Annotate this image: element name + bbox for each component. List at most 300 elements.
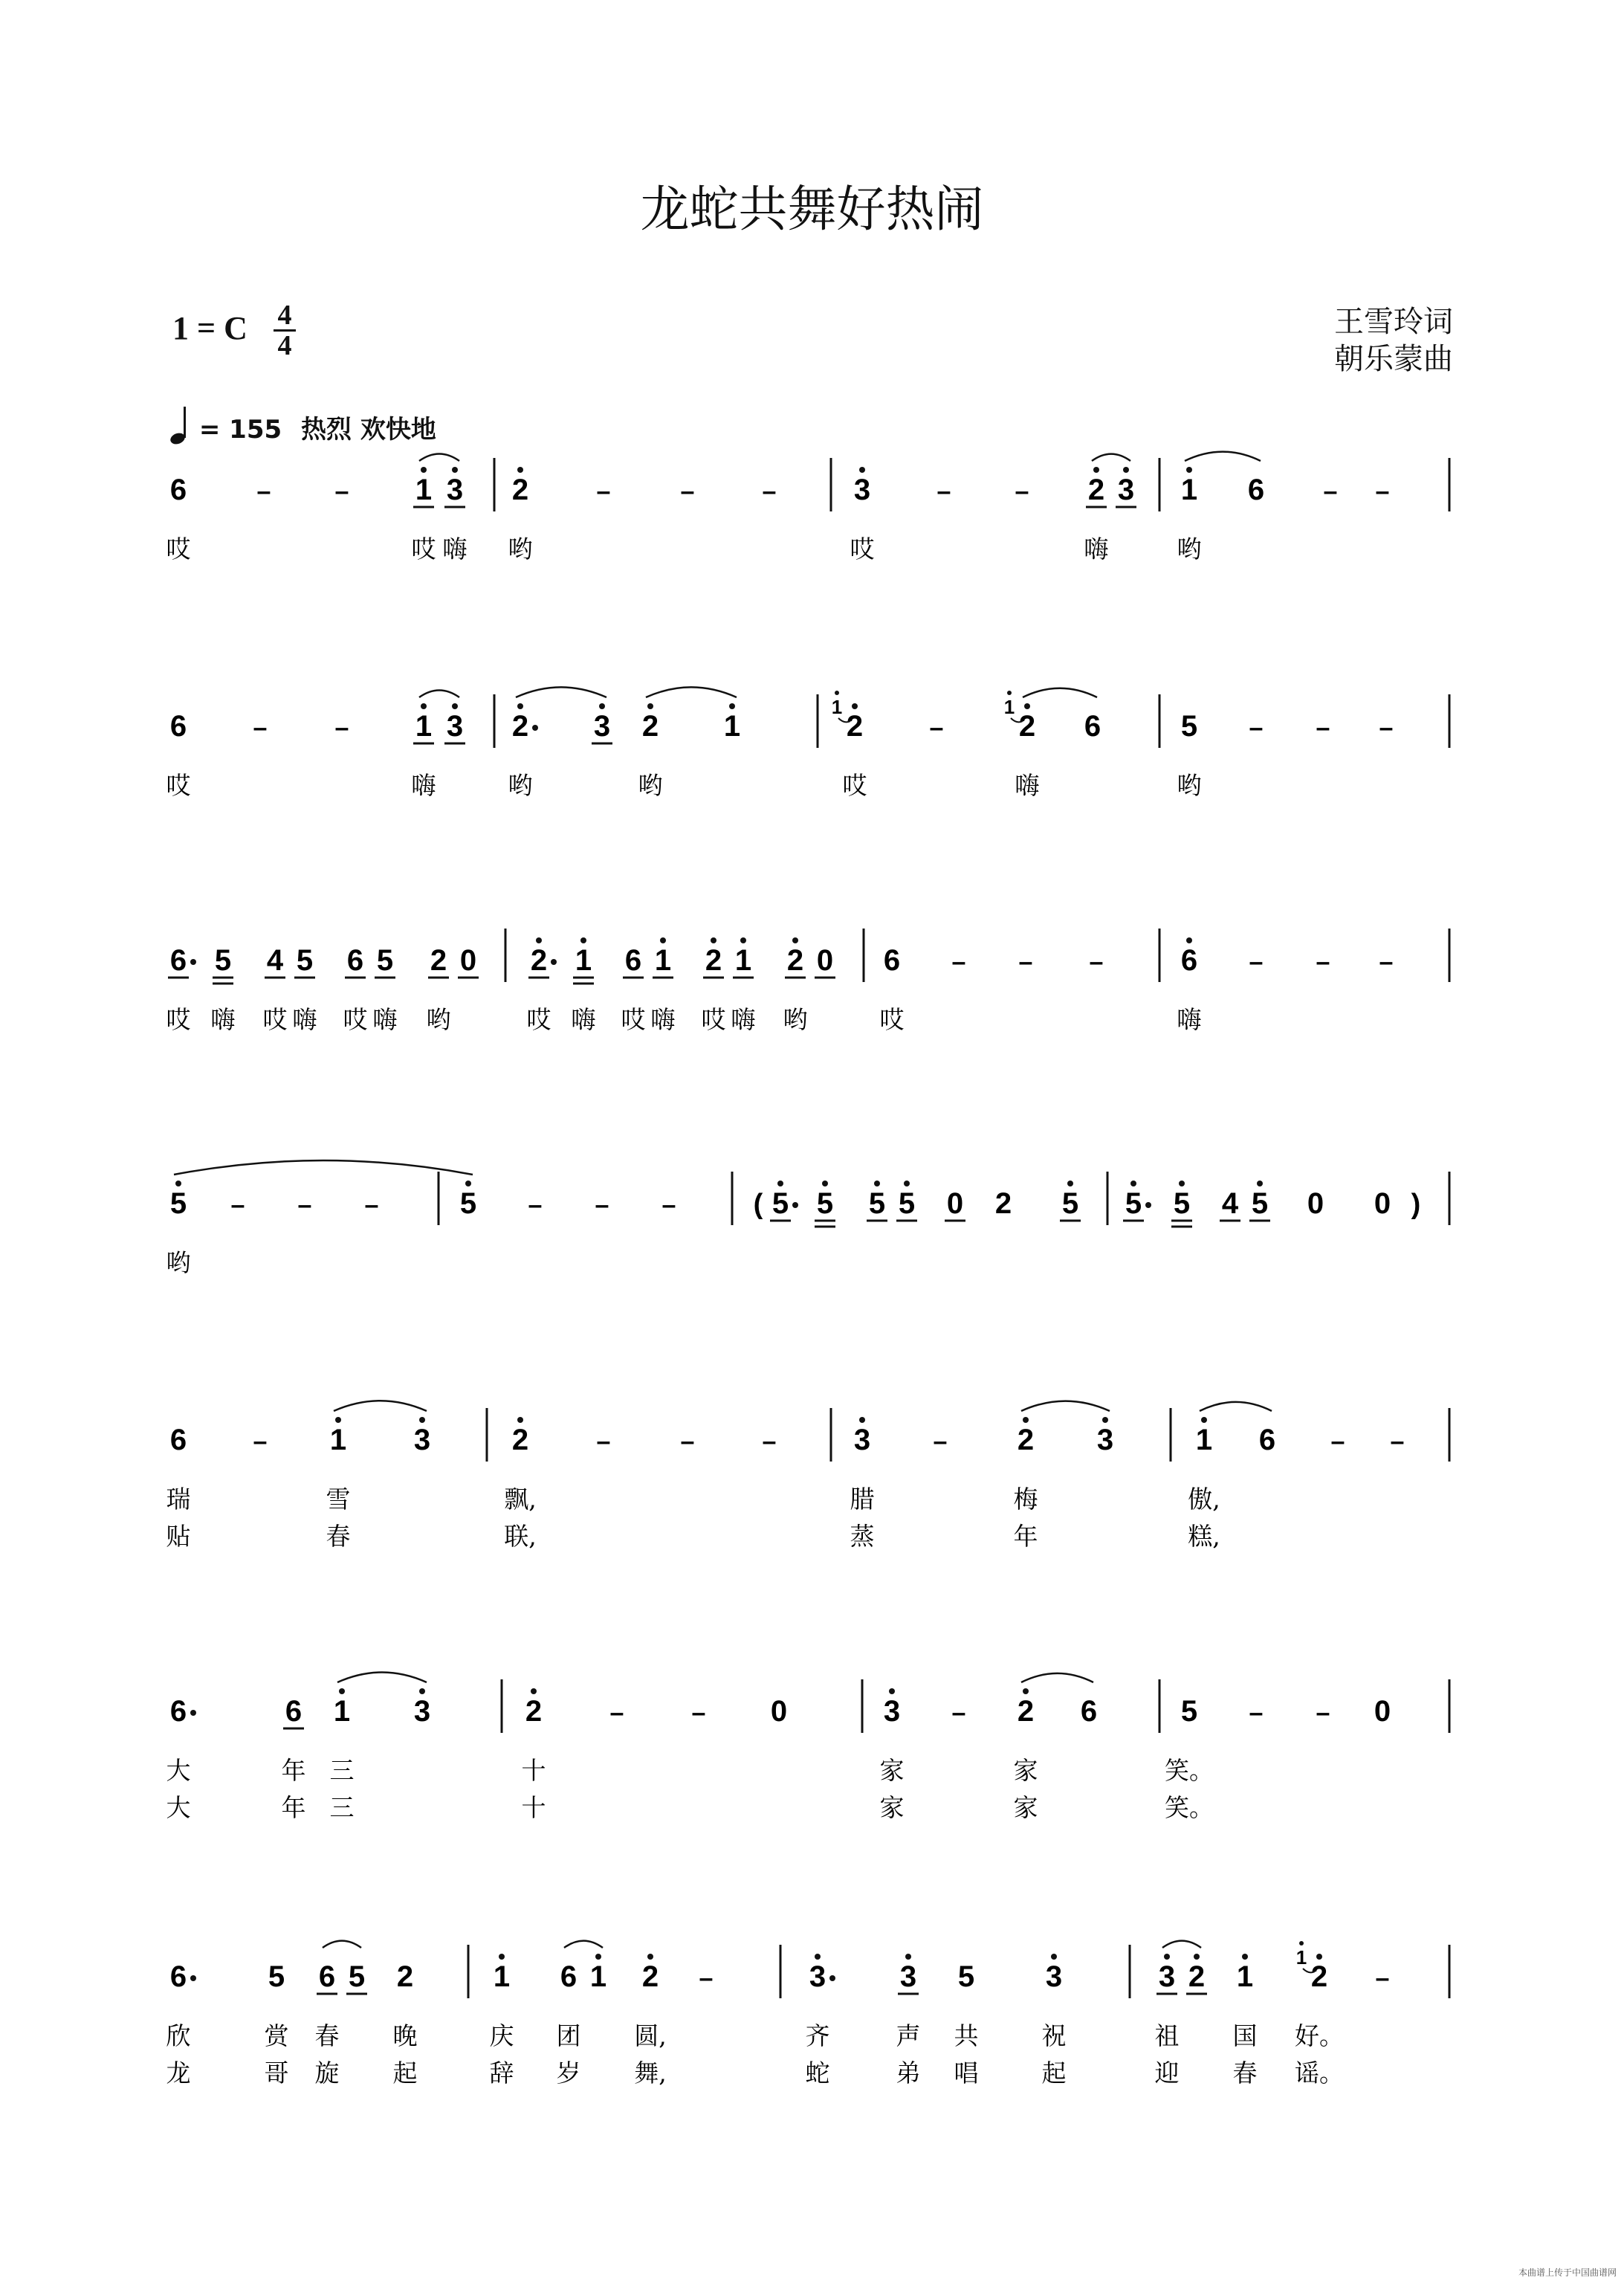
note: 1 [1195,1424,1213,1456]
note: 6 [169,1424,187,1456]
lyric-syllable: 嗨 [571,1005,596,1034]
tie-slur [1185,452,1261,461]
note: 6 [285,1695,303,1728]
sustain-dash: – [933,1427,948,1456]
octave-dot [1257,1181,1263,1186]
lyric-syllable: 家 [879,1793,905,1822]
octave-dot [1067,1181,1073,1186]
lyric-syllable: 嗨 [650,1005,676,1034]
lyric-syllable: 哟 [426,1005,451,1034]
note: 1 [723,710,741,743]
octave-dot [792,937,798,943]
lyric-syllable: 嗨 [1084,535,1109,564]
lyric-syllable: 笑。 [1165,1756,1214,1785]
sustain-dash: – [230,1191,245,1219]
lyric-syllable: 欣 [166,2021,191,2050]
tie-slur [419,690,459,697]
augmentation-dot [532,725,538,731]
augmentation-dot [1145,1202,1151,1208]
note: 1 [1236,1960,1254,1993]
lyric-syllable: 哎 [879,1005,905,1034]
note: 2 [396,1960,414,1993]
octave-dot [517,467,523,473]
note: 6 [1080,1695,1098,1728]
lyric-syllable: 迎 [1154,2058,1180,2087]
sustain-dash: – [1249,714,1264,742]
lyric-syllable: 团 [556,2021,581,2050]
octave-dot [859,467,865,473]
octave-dot [595,1954,601,1960]
lyric-syllable: 哟 [638,771,663,800]
sustain-dash: – [595,1191,609,1219]
lyric-syllable: 年 [281,1793,306,1822]
sustain-dash: – [699,1964,714,1992]
sustain-dash: – [762,477,777,506]
composer-credit: 朝乐蒙曲 [1334,342,1453,376]
octave-dot [536,937,542,943]
sustain-dash: – [253,1427,268,1456]
sustain-dash: – [364,1191,379,1219]
note: 2 [1087,474,1105,506]
lyric-syllable: 圆, [634,2021,667,2050]
lyric-syllable: 嗨 [442,535,468,564]
octave-dot [499,1954,505,1960]
lyric-syllable: 年 [281,1756,306,1785]
note: 2 [511,1424,529,1456]
note: 6 [169,474,187,506]
song-title: 龙蛇共舞好热闹 [640,181,984,238]
note: 0 [1374,1695,1391,1728]
octave-dot [889,1688,895,1694]
tie-slur [516,687,606,697]
lyric-syllable: 哎 [166,771,191,800]
note: 5 [771,1187,789,1220]
note: 5 [1125,1187,1142,1220]
note: 3 [853,474,871,506]
octave-dot [465,1181,471,1186]
repeat-parenthesis: ( [753,1189,763,1220]
octave-dot [729,703,735,709]
note: 6 [883,944,901,977]
sustain-dash: – [528,1191,543,1219]
note: 3 [883,1695,901,1728]
lyric-syllable: 哎 [166,535,191,564]
lyric-syllable: 春 [1232,2058,1258,2087]
octave-dot [1201,1417,1207,1423]
octave-dot [452,703,458,709]
octave-dot [647,703,653,709]
octave-dot [1123,467,1129,473]
grace-octave-dot [835,691,839,695]
note: 1 [415,474,433,506]
note: 3 [853,1424,871,1456]
octave-dot [1186,467,1192,473]
grace-octave-dot [1007,691,1012,695]
lyric-syllable: 家 [1013,1793,1038,1822]
octave-dot [599,703,605,709]
note: 5 [1180,710,1198,743]
note: 5 [268,1960,285,1993]
grace-octave-dot [1299,1941,1304,1945]
note: 6 [1084,710,1101,743]
lyric-syllable: 联, [504,1522,537,1551]
octave-dot [777,1181,783,1186]
note: 1 [654,944,672,977]
sustain-dash: – [1323,477,1338,506]
augmentation-dot [551,959,557,965]
note: 5 [868,1187,886,1220]
lyric-syllable: 嗨 [731,1005,756,1034]
octave-dot [335,1417,341,1423]
lyric-syllable: 起 [1041,2058,1067,2087]
note: 2 [641,1960,659,1993]
note: 5 [1180,1695,1198,1728]
note: 3 [1096,1424,1114,1456]
sustain-dash: – [1249,1699,1264,1727]
lyric-syllable: 起 [392,2058,418,2087]
sustain-dash: – [936,477,951,506]
octave-dot [1242,1954,1248,1960]
octave-dot [421,467,427,473]
lyric-syllable: 三 [329,1793,355,1822]
note: 3 [1158,1960,1176,1993]
octave-dot [1024,703,1030,709]
octave-dot [517,703,523,709]
octave-dot [904,1181,910,1186]
tie-slur [564,1941,603,1948]
lyric-syllable: 春 [314,2021,340,2050]
lyric-syllable: 哎 [701,1005,726,1034]
lyric-syllable: 国 [1232,2021,1258,2050]
tie-slur [1021,1673,1093,1682]
time-top: 4 [277,300,292,331]
note: 2 [705,944,722,977]
sustain-dash: – [596,477,611,506]
octave-dot [660,937,666,943]
sustain-dash: – [609,1699,624,1727]
octave-dot [740,937,746,943]
augmentation-dot [190,959,196,965]
note: 1 [589,1960,607,1993]
lyric-syllable: 哟 [1177,535,1202,564]
lyric-syllable: 蛇 [805,2058,830,2087]
lyric-syllable: 哎 [850,535,875,564]
lyric-syllable: 哟 [508,771,533,800]
lyric-syllable: 家 [879,1756,905,1785]
sustain-dash: – [680,1427,695,1456]
note: 5 [957,1960,975,1993]
lyric-syllable: 哎 [526,1005,551,1034]
note: 6 [1247,474,1265,506]
note: 5 [348,1960,366,1993]
note: 6 [1258,1424,1276,1456]
augmentation-dot [829,1975,835,1981]
lyric-syllable: 家 [1013,1756,1038,1785]
note: 0 [770,1695,788,1728]
lyric-syllable: 梅 [1013,1485,1038,1514]
tie-slur [1092,454,1130,461]
octave-dot [1164,1954,1170,1960]
note: 6 [346,944,364,977]
octave-dot [1102,1417,1108,1423]
sustain-dash: – [297,1191,312,1219]
lyric-syllable: 哟 [508,535,533,564]
note: 6 [169,944,187,977]
note: 4 [266,944,284,977]
tie-slur [419,453,459,461]
lyric-syllable: 旋 [314,2058,340,2087]
lyric-syllable: 蒸 [850,1522,875,1551]
lyric-syllable: 嗨 [1177,1005,1202,1034]
lyric-syllable: 哥 [264,2058,289,2087]
lyric-syllable: 三 [329,1756,355,1785]
sustain-dash: – [1089,948,1104,976]
lyric-syllable: 赏 [264,2021,289,2050]
lyric-syllable: 哟 [783,1005,808,1034]
lyric-syllable: 嗨 [210,1005,236,1034]
lyric-syllable: 谣。 [1295,2058,1344,2087]
tempo-expression: 热烈 欢快地 [300,415,436,445]
note: 6 [318,1960,336,1993]
note: 1 [415,710,433,743]
note: 5 [816,1187,834,1220]
lyric-syllable: 傲, [1188,1485,1220,1514]
sustain-dash: – [1390,1427,1405,1456]
lyric-syllable: 嗨 [292,1005,317,1034]
augmentation-dot [190,1710,196,1716]
note: 2 [846,710,864,743]
tie-slur [1200,1402,1272,1411]
tie-slur [323,1941,361,1948]
sustain-dash: – [951,948,966,976]
note: 2 [1310,1960,1328,1993]
note: 3 [593,710,611,743]
lyric-syllable: 哟 [166,1248,191,1277]
grace-note: 1 [831,696,843,718]
note: 6 [560,1960,578,1993]
octave-dot [1051,1954,1057,1960]
sustain-dash: – [596,1427,611,1456]
note: 0 [946,1187,964,1220]
lyric-syllable: 雪 [326,1485,351,1514]
note: 6 [624,944,642,977]
note: 2 [641,710,659,743]
note: 5 [296,944,314,977]
sustain-dash: – [691,1699,706,1727]
lyric-syllable: 哎 [166,1005,191,1034]
sustain-dash: – [1375,1964,1390,1992]
lyric-syllable: 龙 [166,2058,191,2087]
time-bottom: 4 [277,330,292,361]
note: 0 [816,944,834,977]
octave-dot [1179,1181,1185,1186]
note: 5 [214,944,232,977]
octave-dot [517,1417,523,1423]
note: 5 [1061,1187,1079,1220]
octave-dot [905,1954,911,1960]
lyric-syllable: 岁 [556,2058,581,2087]
sustain-dash: – [951,1699,966,1727]
note: 3 [413,1695,431,1728]
note: 3 [446,474,464,506]
lyric-syllable: 嗨 [411,771,436,800]
lyric-syllable: 共 [954,2021,979,2050]
octave-dot [647,1954,653,1960]
note: 5 [898,1187,916,1220]
lyric-syllable: 哎 [842,771,867,800]
lyric-syllable: 年 [1013,1522,1038,1551]
lyricist-credit: 王雪玲词 [1334,305,1453,339]
sustain-dash: – [1379,714,1394,742]
note: 2 [511,474,529,506]
lyric-syllable: 大 [166,1756,191,1785]
lyric-syllable: 祖 [1154,2021,1180,2050]
octave-dot [419,1688,425,1694]
lyric-syllable: 祝 [1041,2021,1067,2050]
lyric-syllable: 舞, [634,2058,667,2087]
sustain-dash: – [334,714,349,742]
augmentation-dot [190,1975,196,1981]
lyric-syllable: 糕, [1188,1522,1220,1551]
lyric-syllable: 晚 [392,2021,418,2050]
octave-dot [421,703,427,709]
note: 0 [459,944,477,977]
lyric-syllable: 庆 [489,2021,514,2050]
note: 1 [1180,474,1198,506]
lyric-syllable: 好。 [1295,2021,1344,2050]
octave-dot [452,467,458,473]
note: 1 [734,944,752,977]
tie-slur [1162,1941,1201,1948]
octave-dot [1093,467,1099,473]
octave-dot [822,1181,828,1186]
note: 3 [413,1424,431,1456]
octave-dot [339,1688,345,1694]
sustain-dash: – [680,477,695,506]
lyric-syllable: 十 [521,1756,546,1785]
octave-dot [1316,1954,1322,1960]
grace-note: 1 [1295,1946,1307,1969]
note: 2 [525,1695,543,1728]
note: 6 [169,1695,187,1728]
octave-dot [815,1954,821,1960]
note: 2 [1188,1960,1206,1993]
grace-note: 1 [1003,696,1015,718]
note: 3 [446,710,464,743]
sustain-dash: – [1379,948,1394,976]
octave-dot [874,1181,880,1186]
note: 1 [493,1960,511,1993]
octave-dot [859,1417,865,1423]
note: 3 [1045,1960,1063,1993]
note: 2 [1018,710,1036,743]
lyric-syllable: 哟 [1177,771,1202,800]
lyric-syllable: 腊 [850,1485,875,1514]
note: 3 [809,1960,826,1993]
lyric-syllable: 哎 [343,1005,368,1034]
note: 6 [1180,944,1198,977]
lyric-syllable: 齐 [805,2021,830,2050]
note: 1 [575,944,592,977]
sustain-dash: – [1375,477,1390,506]
sustain-dash: – [1316,1699,1330,1727]
octave-dot [1023,1417,1029,1423]
sustain-dash: – [256,477,271,506]
lyric-syllable: 辞 [489,2058,514,2087]
sustain-dash: – [1330,1427,1345,1456]
lyric-syllable: 哎 [411,535,436,564]
note: 6 [169,710,187,743]
note: 5 [1251,1187,1269,1220]
octave-dot [1023,1688,1029,1694]
octave-dot [175,1181,181,1186]
note: 2 [1017,1695,1035,1728]
sustain-dash: – [1316,948,1330,976]
key-label: 1 = C [172,310,248,346]
note: 0 [1307,1187,1324,1220]
tempo-bpm: = 155 [198,415,282,445]
sustain-dash: – [253,714,268,742]
octave-dot [580,937,586,943]
note: 5 [169,1187,187,1220]
note: 2 [994,1187,1012,1220]
tie-slur [334,1401,427,1411]
note: 2 [1017,1424,1035,1456]
tie-slur [174,1160,473,1175]
lyric-syllable: 瑞 [166,1485,191,1514]
lyric-syllable: 贴 [166,1522,191,1551]
lyric-syllable: 声 [896,2021,921,2050]
lyric-syllable: 哎 [621,1005,646,1034]
lyric-syllable: 大 [166,1793,191,1822]
augmentation-dot [792,1202,798,1208]
tie-slur [1021,1401,1110,1411]
octave-dot [1130,1181,1136,1186]
lyric-syllable: 嗨 [1015,771,1040,800]
note: 1 [329,1424,347,1456]
lyric-syllable: 笑。 [1165,1793,1214,1822]
sustain-dash: – [1316,714,1330,742]
sustain-dash: – [1015,477,1029,506]
lyric-syllable: 春 [326,1522,351,1551]
note: 2 [511,710,529,743]
lyric-syllable: 飘, [504,1485,537,1514]
note: 6 [169,1960,187,1993]
note: 4 [1221,1187,1239,1220]
lyric-syllable: 哎 [262,1005,288,1034]
lyric-syllable: 弟 [896,2058,921,2087]
sustain-dash: – [661,1191,676,1219]
octave-dot [711,937,716,943]
note: 3 [899,1960,917,1993]
lyric-syllable: 唱 [954,2058,979,2087]
note: 2 [786,944,804,977]
note: 0 [1374,1187,1391,1220]
note: 2 [430,944,447,977]
note: 5 [376,944,394,977]
sustain-dash: – [1018,948,1033,976]
tie-slur [337,1673,427,1682]
lyric-syllable: 嗨 [372,1005,398,1034]
repeat-parenthesis: ) [1411,1189,1421,1220]
octave-dot [852,703,858,709]
octave-dot [419,1417,425,1423]
note: 1 [333,1695,351,1728]
sustain-dash: – [762,1427,777,1456]
note: 5 [1173,1187,1191,1220]
octave-dot [1194,1954,1200,1960]
note: 3 [1117,474,1135,506]
